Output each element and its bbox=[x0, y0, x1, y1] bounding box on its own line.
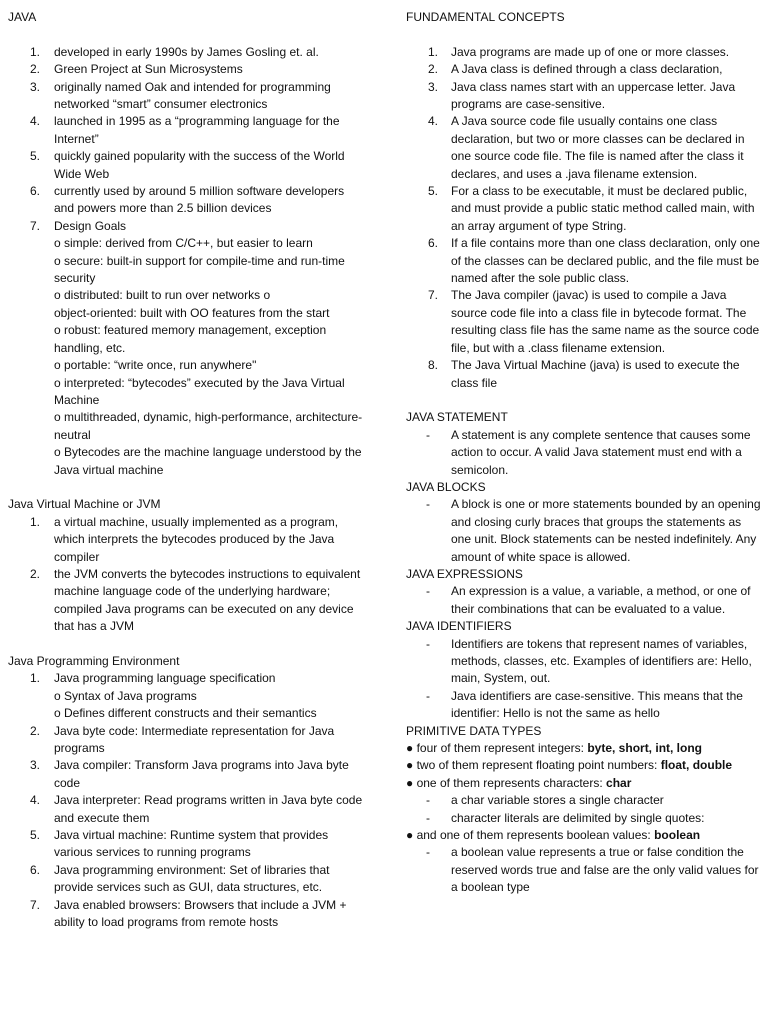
dash-item-text: A block is one or more statements bounded by an opening and closing curly braces that groups the statements as one unit. Block statements can be nested indefinitely. Any amount of white space is allowed. bbox=[451, 497, 761, 564]
list-number: 4. bbox=[428, 114, 439, 129]
list-item bbox=[8, 792, 364, 827]
list-number: 3. bbox=[30, 758, 41, 773]
list-number: 2. bbox=[30, 723, 41, 738]
list-item bbox=[406, 61, 761, 78]
spacer bbox=[406, 26, 761, 43]
list-item bbox=[406, 79, 761, 114]
bullet-keywords: byte, short, int, long bbox=[587, 741, 703, 756]
dash-item bbox=[406, 844, 761, 896]
list-number: 7. bbox=[428, 288, 439, 303]
sub-item: o Defines different constructs and their semantics bbox=[54, 706, 317, 721]
list-item bbox=[406, 287, 761, 357]
list-item-text: If a file contains more than one class declaration, only one of the classes can be declared public, and the file must be named after the sole public class. bbox=[451, 236, 760, 286]
java-list bbox=[8, 44, 364, 479]
list-item bbox=[8, 723, 364, 758]
dash-item-text: A statement is any complete sentence that causes some action to occur. A valid Java statement must end with a semicolon. bbox=[451, 427, 751, 477]
dash-item bbox=[406, 496, 761, 566]
list-number: 2. bbox=[30, 566, 41, 581]
dash-item-text: Java identifiers are case-sensitive. This means that the identifier: Hello is not the same as hello bbox=[451, 688, 743, 721]
expressions-list bbox=[406, 583, 761, 618]
section-heading-java-identifiers: JAVA IDENTIFIERS bbox=[406, 619, 512, 634]
list-item-text: quickly gained popularity with the success of the World Wide Web bbox=[54, 149, 345, 181]
spacer bbox=[406, 392, 761, 409]
list-item bbox=[8, 113, 364, 148]
bullet-boolean bbox=[406, 827, 761, 844]
dash-marker: - bbox=[426, 793, 430, 808]
list-number: 5. bbox=[30, 149, 41, 164]
list-number: 6. bbox=[30, 184, 41, 199]
list-item-text: Java enabled browsers: Browsers that include a JVM + ability to load programs from remote hosts bbox=[54, 897, 347, 930]
bullet-text: ● and one of them represents boolean values: bbox=[406, 828, 655, 843]
list-item-text: currently used by around 5 million software developers and powers more than 2.5 billion devices bbox=[54, 184, 345, 216]
list-item bbox=[406, 183, 761, 235]
blocks-list bbox=[406, 496, 761, 566]
list-item bbox=[8, 827, 364, 862]
list-number: 2. bbox=[30, 62, 41, 77]
bullet-keywords: float, double bbox=[660, 758, 733, 773]
list-item-text: developed in early 1990s by James Gosling et. al. bbox=[54, 44, 319, 59]
list-item-design-goals bbox=[8, 218, 364, 479]
identifiers-list bbox=[406, 636, 761, 723]
list-item-text: Green Project at Sun Microsystems bbox=[54, 62, 243, 77]
list-number: 6. bbox=[30, 862, 41, 877]
environment-list bbox=[8, 670, 364, 931]
section-heading-jvm: Java Virtual Machine or JVM bbox=[8, 497, 161, 512]
list-item-text: A Java source code file usually contains one class declaration, but two or more classes can be declared in one source code file. The file is named after the class it declares, and uses a .java filename extension. bbox=[451, 114, 745, 181]
char-list bbox=[406, 792, 761, 827]
design-goal-distributed: o distributed: built to run over networks o bbox=[54, 288, 271, 303]
list-item-text: Java programming environment: Set of libraries that provide services such as GUI, data structures, etc. bbox=[54, 862, 330, 895]
list-number: 3. bbox=[428, 79, 439, 94]
list-item bbox=[8, 61, 364, 78]
list-item bbox=[8, 897, 364, 932]
list-item-text: originally named Oak and intended for programming networked “smart” consumer electronics bbox=[54, 79, 331, 112]
list-number: 3. bbox=[30, 79, 41, 94]
list-item bbox=[8, 670, 364, 722]
bullet-text: ● one of them represents characters: bbox=[406, 775, 607, 790]
bullet-text: ● two of them represent floating point numbers: bbox=[406, 758, 661, 773]
list-number: 5. bbox=[30, 828, 41, 843]
list-item-text: Design Goals bbox=[54, 218, 127, 233]
list-item-text: Java byte code: Intermediate representation for Java programs bbox=[54, 723, 335, 756]
bullet-integers bbox=[406, 740, 761, 757]
dash-item-text: a char variable stores a single character bbox=[451, 793, 664, 808]
list-item bbox=[8, 514, 364, 566]
section-heading-primitive-data-types: PRIMITIVE DATA TYPES bbox=[406, 723, 542, 738]
list-item-text: Java programming language specification bbox=[54, 671, 276, 686]
bullet-keywords: boolean bbox=[654, 828, 701, 843]
list-number: 1. bbox=[30, 44, 41, 59]
left-column bbox=[8, 9, 364, 931]
list-number: 1. bbox=[30, 514, 41, 529]
dash-item-text: character literals are delimited by single quotes: bbox=[451, 810, 705, 825]
section-heading-java-blocks: JAVA BLOCKS bbox=[406, 479, 486, 494]
spacer bbox=[8, 26, 364, 43]
dash-item-text: Identifiers are tokens that represent names of variables, methods, classes, etc. Examples of identifiers are: Hello, main, System, out. bbox=[451, 636, 752, 686]
list-item bbox=[406, 235, 761, 287]
list-number: 8. bbox=[428, 358, 439, 373]
design-goal-multithreaded: o multithreaded, dynamic, high-performance, architecture-neutral bbox=[54, 410, 363, 442]
list-item bbox=[406, 357, 761, 392]
design-goal-object-oriented: object-oriented: built with OO features from the start bbox=[54, 305, 330, 320]
section-heading-java-expressions: JAVA EXPRESSIONS bbox=[406, 566, 523, 581]
sub-item: o Syntax of Java programs bbox=[54, 688, 197, 703]
section-heading-java-statement: JAVA STATEMENT bbox=[406, 410, 508, 425]
bullet-floating-point bbox=[406, 757, 761, 774]
design-goal-bytecodes: o Bytecodes are the machine language understood by the Java virtual machine bbox=[54, 445, 362, 477]
dash-marker: - bbox=[426, 636, 430, 651]
bullet-keywords: char bbox=[606, 775, 632, 790]
list-number: 1. bbox=[30, 671, 41, 686]
list-item bbox=[8, 862, 364, 897]
list-item-text: Java compiler: Transform Java programs into Java byte code bbox=[54, 758, 349, 790]
spacer bbox=[8, 479, 364, 496]
design-goal-portable: o portable: “write once, run anywhere" bbox=[54, 358, 257, 373]
list-number: 7. bbox=[30, 218, 41, 233]
fundamentals-list bbox=[406, 44, 761, 392]
dash-marker: - bbox=[426, 810, 430, 825]
dash-marker: - bbox=[426, 427, 430, 442]
list-item bbox=[8, 566, 364, 636]
list-item-text: A Java class is defined through a class declaration, bbox=[451, 62, 723, 77]
section-heading-fundamental-concepts: FUNDAMENTAL CONCEPTS bbox=[406, 10, 565, 24]
bullet-characters bbox=[406, 775, 761, 792]
dash-marker: - bbox=[426, 584, 430, 599]
section-heading-programming-environment: Java Programming Environment bbox=[8, 653, 180, 668]
dash-item bbox=[406, 792, 761, 809]
list-item-text: the JVM converts the bytecodes instructions to equivalent machine language code of the underlying hardware; compiled Java programs can be executed on any device that has a JVM bbox=[54, 566, 361, 634]
design-goal-secure: o secure: built-in support for compile-time and run-time security bbox=[54, 253, 345, 286]
list-number: 1. bbox=[428, 44, 439, 59]
dash-item-text: a boolean value represents a true or false condition the reserved words true and false are the only valid values for a boolean type bbox=[451, 845, 759, 895]
list-item-text: For a class to be executable, it must be declared public, and must provide a public static method called main, with an array argument of type String. bbox=[451, 184, 755, 233]
dash-item bbox=[406, 688, 761, 723]
spacer bbox=[8, 636, 364, 653]
list-number: 6. bbox=[428, 236, 439, 251]
list-item-text: a virtual machine, usually implemented as a program, which interprets the bytecodes produced by the Java compiler bbox=[54, 514, 339, 564]
section-heading-java: JAVA bbox=[8, 10, 37, 24]
list-number: 7. bbox=[30, 897, 41, 912]
design-goal-interpreted: o interpreted: “bytecodes” executed by the Java Virtual Machine bbox=[54, 375, 345, 407]
list-item bbox=[8, 44, 364, 61]
list-item-text: launched in 1995 as a “programming language for the Internet” bbox=[54, 114, 340, 146]
dash-item bbox=[406, 810, 761, 827]
list-item-text: Java virtual machine: Runtime system that provides various services to running programs bbox=[54, 828, 329, 860]
dash-marker: - bbox=[426, 688, 430, 703]
boolean-list bbox=[406, 844, 761, 896]
list-item-text: Java programs are made up of one or more classes. bbox=[451, 44, 730, 59]
dash-marker: - bbox=[426, 845, 430, 860]
design-goal-simple: o simple: derived from C/C++, but easier to learn bbox=[54, 236, 313, 251]
list-item bbox=[8, 183, 364, 218]
list-item-text: Java interpreter: Read programs written in Java byte code and execute them bbox=[54, 793, 363, 825]
dash-item bbox=[406, 583, 761, 618]
list-item-text: Java class names start with an uppercase letter. Java programs are case-sensitive. bbox=[451, 79, 736, 112]
list-item bbox=[406, 113, 761, 183]
dash-item bbox=[406, 427, 761, 479]
list-number: 4. bbox=[30, 114, 41, 129]
list-item bbox=[8, 148, 364, 183]
list-number: 5. bbox=[428, 184, 439, 199]
statement-list bbox=[406, 427, 761, 479]
list-item-text: The Java compiler (javac) is used to compile a Java source code file into a class file in bytecode format. The resulting class file has the same name as the source code file, but with a .class filename extension. bbox=[451, 288, 760, 355]
dash-marker: - bbox=[426, 497, 430, 512]
right-column bbox=[406, 9, 761, 897]
list-item bbox=[406, 44, 761, 61]
list-item-text: The Java Virtual Machine (java) is used to execute the class file bbox=[451, 358, 740, 390]
list-item bbox=[8, 79, 364, 114]
dash-item bbox=[406, 636, 761, 688]
list-number: 4. bbox=[30, 793, 41, 808]
design-goal-robust: o robust: featured memory management, exception handling, etc. bbox=[54, 323, 327, 355]
bullet-text: ● four of them represent integers: bbox=[406, 741, 588, 756]
jvm-list bbox=[8, 514, 364, 636]
dash-item-text: An expression is a value, a variable, a method, or one of their combinations that can be evaluated to a value. bbox=[451, 584, 751, 616]
list-item bbox=[8, 757, 364, 792]
list-number: 2. bbox=[428, 62, 439, 77]
